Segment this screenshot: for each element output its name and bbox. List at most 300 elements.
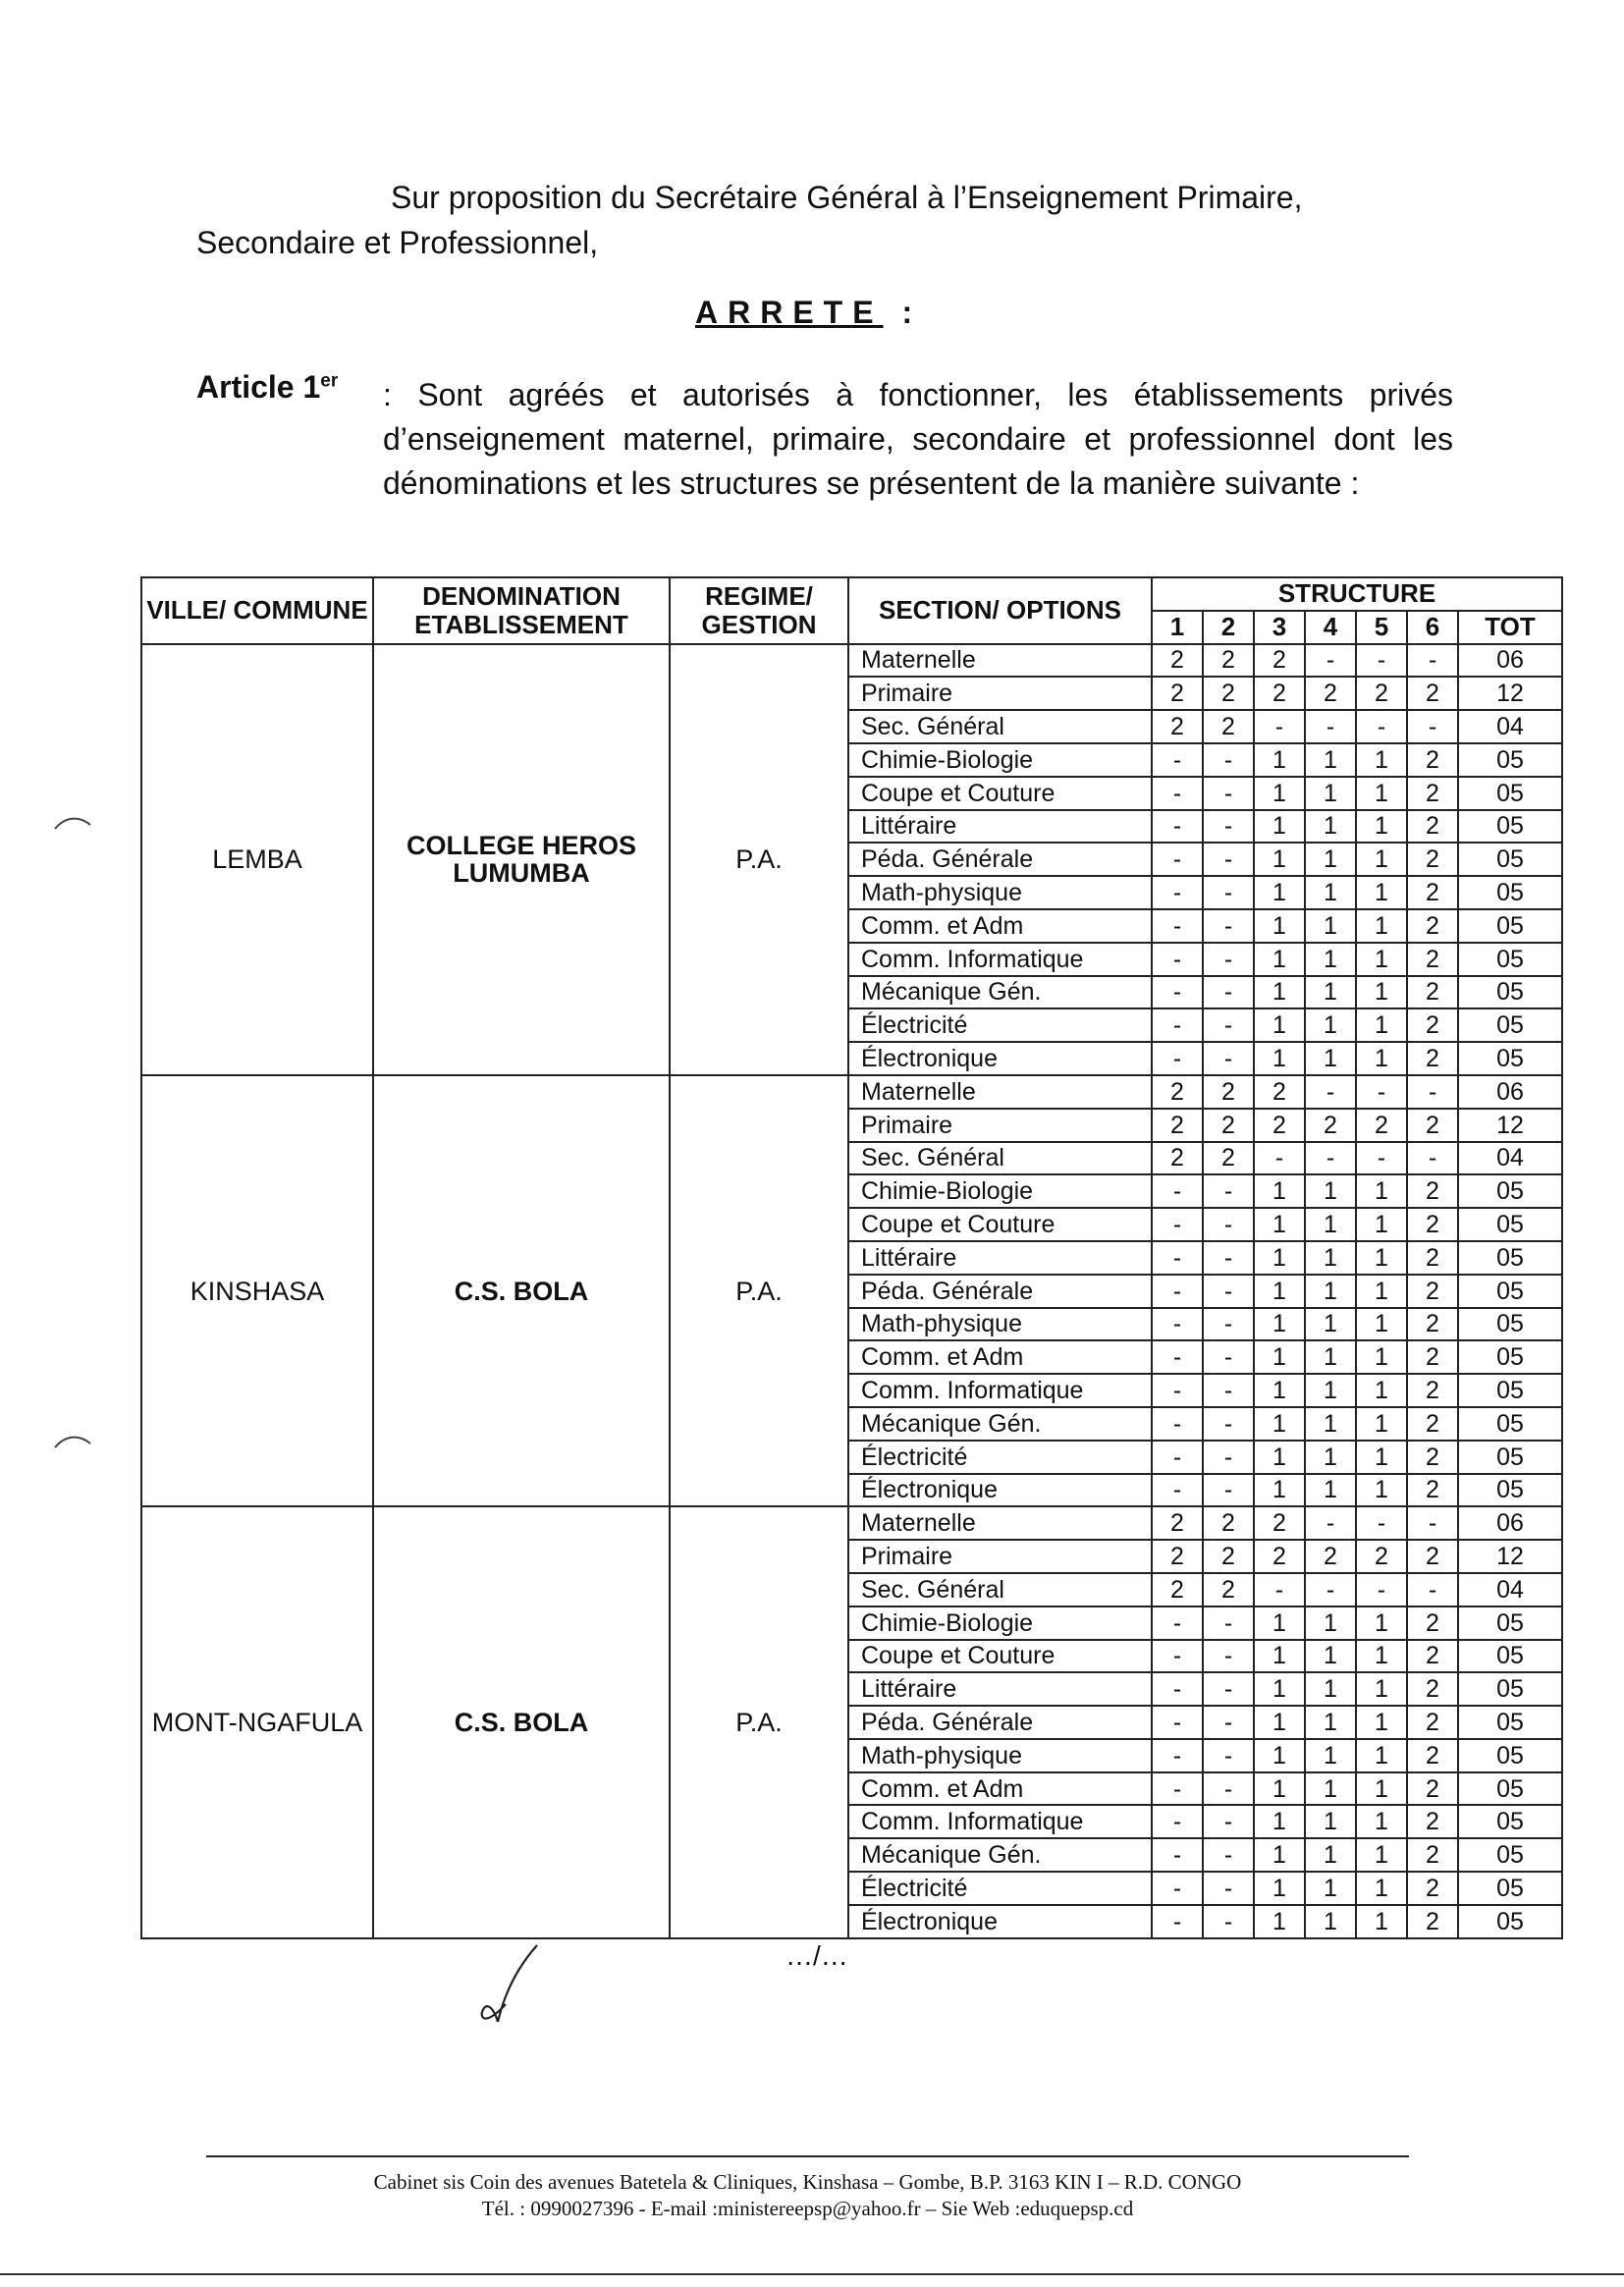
level-cell: -: [1203, 1606, 1254, 1640]
structure-table: [140, 576, 1563, 1939]
level-cell: -: [1152, 909, 1203, 943]
level-cell: 2: [1356, 1109, 1407, 1142]
table-row: [141, 644, 1562, 678]
level-cell: 1: [1254, 1474, 1305, 1507]
option-name: Sec. Général: [848, 1573, 1152, 1606]
level-cell: -: [1305, 1075, 1356, 1109]
total-cell: 05: [1458, 1706, 1562, 1739]
total-cell: 05: [1458, 876, 1562, 909]
continuation-mark: …/…: [785, 1940, 848, 1971]
level-cell: 1: [1254, 1772, 1305, 1806]
level-cell: -: [1152, 1805, 1203, 1838]
level-cell: -: [1152, 1640, 1203, 1673]
total-cell: 05: [1458, 909, 1562, 943]
footer-address: Cabinet sis Coin des avenues Batetela & Cliniques, Kinshasa – Gombe, B.P. 3163 KIN I – R.D. CONGO: [373, 2170, 1242, 2194]
total-cell: 05: [1458, 1241, 1562, 1275]
level-cell: 1: [1305, 777, 1356, 810]
group-regime: P.A.: [670, 644, 848, 1075]
level-cell: -: [1203, 1174, 1254, 1208]
level-cell: 1: [1305, 909, 1356, 943]
level-cell: 1: [1356, 876, 1407, 909]
level-cell: 1: [1356, 1042, 1407, 1075]
level-cell: 2: [1305, 1540, 1356, 1573]
level-cell: -: [1356, 1075, 1407, 1109]
level-cell: 1: [1356, 1374, 1407, 1407]
header-ville: VILLE/ COMMUNE: [141, 577, 373, 644]
option-name: Math-physique: [848, 1308, 1152, 1341]
level-cell: -: [1152, 1905, 1203, 1938]
level-cell: 2: [1407, 1905, 1458, 1938]
option-name: Comm. Informatique: [848, 1374, 1152, 1407]
footer-contact: Tél. : 0990027396 - E-mail :ministereepsp@yahoo.fr – Sie Web :eduquepsp.cd: [481, 2197, 1134, 2220]
level-cell: -: [1203, 777, 1254, 810]
total-cell: 12: [1458, 1540, 1562, 1573]
footer-rule: [206, 2155, 1409, 2157]
total-cell: 05: [1458, 1640, 1562, 1673]
level-cell: -: [1152, 1474, 1203, 1507]
level-cell: 2: [1407, 1772, 1458, 1806]
level-cell: 2: [1407, 677, 1458, 710]
level-cell: 1: [1356, 843, 1407, 876]
level-cell: -: [1203, 1672, 1254, 1706]
level-cell: -: [1203, 1905, 1254, 1938]
footer: [206, 2169, 1409, 2222]
level-cell: -: [1152, 1706, 1203, 1739]
level-cell: -: [1407, 710, 1458, 743]
level-cell: 1: [1254, 1838, 1305, 1872]
group-ville: KINSHASA: [141, 1075, 373, 1506]
level-cell: 1: [1356, 1772, 1407, 1806]
level-cell: -: [1356, 1506, 1407, 1540]
level-cell: 1: [1305, 1374, 1356, 1407]
level-cell: 1: [1254, 943, 1305, 976]
level-cell: 2: [1203, 1075, 1254, 1109]
level-cell: 1: [1305, 1640, 1356, 1673]
option-name: Littéraire: [848, 810, 1152, 844]
level-cell: 2: [1407, 943, 1458, 976]
total-cell: 05: [1458, 1672, 1562, 1706]
total-cell: 05: [1458, 1739, 1562, 1772]
option-name: Péda. Générale: [848, 843, 1152, 876]
level-cell: 1: [1254, 1042, 1305, 1075]
level-cell: -: [1305, 1573, 1356, 1606]
option-name: Primaire: [848, 1540, 1152, 1573]
level-cell: -: [1203, 1706, 1254, 1739]
level-cell: 1: [1356, 976, 1407, 1009]
total-cell: 05: [1458, 1008, 1562, 1042]
option-name: Électronique: [848, 1474, 1152, 1507]
level-cell: 2: [1407, 1706, 1458, 1739]
level-cell: -: [1152, 1275, 1203, 1308]
level-cell: 1: [1356, 810, 1407, 844]
level-cell: 2: [1305, 1109, 1356, 1142]
table-row: [141, 1075, 1562, 1109]
level-cell: -: [1203, 1441, 1254, 1474]
level-cell: 1: [1305, 943, 1356, 976]
level-cell: -: [1407, 1142, 1458, 1175]
level-cell: -: [1407, 1075, 1458, 1109]
option-name: Électricité: [848, 1872, 1152, 1905]
header-level: 5: [1356, 611, 1407, 644]
total-cell: 06: [1458, 1506, 1562, 1540]
total-cell: 05: [1458, 777, 1562, 810]
level-cell: -: [1203, 1374, 1254, 1407]
total-cell: 05: [1458, 1838, 1562, 1872]
total-cell: 04: [1458, 710, 1562, 743]
level-cell: 2: [1407, 1640, 1458, 1673]
level-cell: -: [1203, 843, 1254, 876]
level-cell: 1: [1356, 1275, 1407, 1308]
level-cell: 1: [1305, 1275, 1356, 1308]
article-text: : Sont agréés et autorisés à fonctionner, les établissements privés d’enseignement maternel, primaire, secondaire et professionnel dont les dénominations et les structures se présentent de la manière suivante :: [383, 377, 1453, 501]
level-cell: 1: [1254, 743, 1305, 777]
level-cell: 2: [1407, 1872, 1458, 1905]
level-cell: -: [1203, 1208, 1254, 1241]
total-cell: 05: [1458, 743, 1562, 777]
table-header-row: [141, 577, 1562, 611]
level-cell: 1: [1254, 1374, 1305, 1407]
level-cell: -: [1356, 710, 1407, 743]
option-name: Math-physique: [848, 1739, 1152, 1772]
article-label: [196, 369, 338, 406]
level-cell: 1: [1254, 1407, 1305, 1441]
level-cell: 1: [1356, 1805, 1407, 1838]
level-cell: -: [1305, 1506, 1356, 1540]
level-cell: -: [1203, 1340, 1254, 1374]
level-cell: 1: [1356, 1308, 1407, 1341]
group-denomination: COLLEGE HEROS LUMUMBA: [373, 644, 670, 1075]
level-cell: 1: [1356, 1706, 1407, 1739]
level-cell: -: [1203, 909, 1254, 943]
level-cell: 1: [1356, 1640, 1407, 1673]
level-cell: -: [1203, 876, 1254, 909]
level-cell: 1: [1356, 743, 1407, 777]
level-cell: -: [1152, 1872, 1203, 1905]
level-cell: -: [1152, 876, 1203, 909]
total-cell: 05: [1458, 1905, 1562, 1938]
level-cell: -: [1203, 1407, 1254, 1441]
margin-tick: [51, 813, 94, 833]
level-cell: -: [1152, 1407, 1203, 1441]
level-cell: -: [1152, 1340, 1203, 1374]
total-cell: 05: [1458, 1042, 1562, 1075]
signature-mark: [476, 1939, 545, 2028]
level-cell: 2: [1407, 1441, 1458, 1474]
level-cell: 2: [1356, 1540, 1407, 1573]
level-cell: -: [1203, 943, 1254, 976]
level-cell: 2: [1152, 1142, 1203, 1175]
level-cell: 2: [1407, 1540, 1458, 1573]
level-cell: 2: [1203, 1109, 1254, 1142]
total-cell: 04: [1458, 1142, 1562, 1175]
intro-paragraph: [196, 175, 1453, 265]
level-cell: 1: [1254, 843, 1305, 876]
level-cell: 2: [1407, 843, 1458, 876]
option-name: Électronique: [848, 1905, 1152, 1938]
level-cell: 1: [1254, 1241, 1305, 1275]
total-cell: 04: [1458, 1573, 1562, 1606]
level-cell: -: [1152, 810, 1203, 844]
level-cell: 2: [1254, 1540, 1305, 1573]
level-cell: 1: [1305, 1706, 1356, 1739]
level-cell: 1: [1305, 1308, 1356, 1341]
level-cell: 2: [1152, 1506, 1203, 1540]
level-cell: 1: [1254, 777, 1305, 810]
level-cell: 1: [1356, 1174, 1407, 1208]
level-cell: 1: [1356, 1872, 1407, 1905]
group-ville: MONT-NGAFULA: [141, 1506, 373, 1937]
level-cell: -: [1254, 1573, 1305, 1606]
level-cell: 2: [1407, 909, 1458, 943]
level-cell: -: [1203, 1042, 1254, 1075]
level-cell: -: [1203, 810, 1254, 844]
level-cell: 2: [1407, 1606, 1458, 1640]
group-regime: P.A.: [670, 1506, 848, 1937]
option-name: Chimie-Biologie: [848, 1174, 1152, 1208]
level-cell: 1: [1305, 876, 1356, 909]
level-cell: 1: [1305, 743, 1356, 777]
level-cell: 1: [1254, 1640, 1305, 1673]
level-cell: 1: [1254, 909, 1305, 943]
total-cell: 05: [1458, 1275, 1562, 1308]
option-name: Mécanique Gén.: [848, 976, 1152, 1009]
level-cell: 2: [1254, 1075, 1305, 1109]
level-cell: 2: [1407, 1208, 1458, 1241]
level-cell: 1: [1305, 1474, 1356, 1507]
option-name: Maternelle: [848, 1075, 1152, 1109]
level-cell: 1: [1254, 976, 1305, 1009]
level-cell: 1: [1254, 1706, 1305, 1739]
level-cell: -: [1203, 1308, 1254, 1341]
level-cell: -: [1203, 1838, 1254, 1872]
arrete-title: ARRETE: [695, 295, 884, 330]
level-cell: 2: [1407, 743, 1458, 777]
level-cell: 2: [1356, 677, 1407, 710]
level-cell: 1: [1356, 1008, 1407, 1042]
level-cell: 2: [1407, 1340, 1458, 1374]
total-cell: 05: [1458, 1872, 1562, 1905]
option-name: Primaire: [848, 1109, 1152, 1142]
level-cell: 1: [1254, 1905, 1305, 1938]
total-cell: 05: [1458, 1772, 1562, 1806]
arrete-heading: [695, 295, 922, 331]
header-level: 4: [1305, 611, 1356, 644]
level-cell: -: [1152, 1308, 1203, 1341]
total-cell: 05: [1458, 1208, 1562, 1241]
level-cell: 1: [1356, 1606, 1407, 1640]
option-name: Comm. et Adm: [848, 1772, 1152, 1806]
group-denomination: C.S. BOLA: [373, 1075, 670, 1506]
level-cell: 1: [1305, 1772, 1356, 1806]
option-name: Électronique: [848, 1042, 1152, 1075]
level-cell: -: [1152, 976, 1203, 1009]
total-cell: 05: [1458, 1407, 1562, 1441]
level-cell: 1: [1305, 1008, 1356, 1042]
level-cell: 1: [1356, 1208, 1407, 1241]
level-cell: 2: [1203, 1573, 1254, 1606]
option-name: Péda. Générale: [848, 1275, 1152, 1308]
header-regime: REGIME/ GESTION: [670, 577, 848, 644]
level-cell: 2: [1407, 976, 1458, 1009]
option-name: Comm. Informatique: [848, 943, 1152, 976]
total-cell: 05: [1458, 943, 1562, 976]
level-cell: 1: [1305, 843, 1356, 876]
group-ville: LEMBA: [141, 644, 373, 1075]
level-cell: 1: [1356, 1241, 1407, 1275]
level-cell: -: [1356, 644, 1407, 678]
level-cell: 1: [1305, 1340, 1356, 1374]
level-cell: 1: [1305, 976, 1356, 1009]
level-cell: 2: [1407, 1407, 1458, 1441]
level-cell: 1: [1356, 1474, 1407, 1507]
option-name: Coupe et Couture: [848, 1208, 1152, 1241]
level-cell: -: [1152, 1208, 1203, 1241]
intro-line-1: Sur proposition du Secrétaire Général à l’Enseignement Primaire,: [391, 180, 1303, 215]
level-cell: -: [1152, 1441, 1203, 1474]
level-cell: 2: [1407, 1739, 1458, 1772]
level-cell: -: [1203, 1805, 1254, 1838]
level-cell: 1: [1305, 1174, 1356, 1208]
level-cell: -: [1203, 1772, 1254, 1806]
article-label-sup: er: [320, 370, 339, 392]
header-level: 6: [1407, 611, 1458, 644]
option-name: Mécanique Gén.: [848, 1407, 1152, 1441]
total-cell: 12: [1458, 1109, 1562, 1142]
option-name: Math-physique: [848, 876, 1152, 909]
header-level: 2: [1203, 611, 1254, 644]
level-cell: -: [1152, 777, 1203, 810]
level-cell: 1: [1356, 1739, 1407, 1772]
level-cell: 2: [1152, 1109, 1203, 1142]
level-cell: 2: [1407, 876, 1458, 909]
option-name: Électricité: [848, 1008, 1152, 1042]
level-cell: 1: [1305, 1872, 1356, 1905]
level-cell: 2: [1152, 644, 1203, 678]
level-cell: -: [1407, 1506, 1458, 1540]
option-name: Primaire: [848, 677, 1152, 710]
level-cell: 1: [1305, 810, 1356, 844]
level-cell: 1: [1305, 1672, 1356, 1706]
level-cell: -: [1407, 644, 1458, 678]
level-cell: 2: [1203, 1506, 1254, 1540]
level-cell: 2: [1152, 1075, 1203, 1109]
level-cell: -: [1152, 1672, 1203, 1706]
level-cell: 1: [1305, 1838, 1356, 1872]
level-cell: 1: [1254, 1340, 1305, 1374]
level-cell: 2: [1152, 1573, 1203, 1606]
intro-line-2: Secondaire et Professionnel,: [196, 225, 599, 260]
level-cell: 1: [1254, 1174, 1305, 1208]
level-cell: 2: [1254, 1506, 1305, 1540]
level-cell: 2: [1407, 1042, 1458, 1075]
option-name: Maternelle: [848, 644, 1152, 678]
option-name: Mécanique Gén.: [848, 1838, 1152, 1872]
level-cell: 1: [1305, 1606, 1356, 1640]
level-cell: -: [1356, 1142, 1407, 1175]
level-cell: 1: [1356, 1441, 1407, 1474]
level-cell: -: [1305, 710, 1356, 743]
level-cell: -: [1152, 1606, 1203, 1640]
option-name: Comm. et Adm: [848, 909, 1152, 943]
option-name: Coupe et Couture: [848, 777, 1152, 810]
total-cell: 05: [1458, 1805, 1562, 1838]
level-cell: 2: [1407, 1308, 1458, 1341]
table-row: [141, 1506, 1562, 1540]
level-cell: -: [1407, 1573, 1458, 1606]
level-cell: 2: [1203, 710, 1254, 743]
level-cell: 1: [1305, 1805, 1356, 1838]
level-cell: 2: [1407, 1838, 1458, 1872]
option-name: Maternelle: [848, 1506, 1152, 1540]
level-cell: -: [1203, 1872, 1254, 1905]
level-cell: -: [1254, 710, 1305, 743]
level-cell: 2: [1407, 810, 1458, 844]
level-cell: 2: [1203, 1142, 1254, 1175]
article-label-text: Article 1: [196, 369, 321, 405]
level-cell: 1: [1254, 1872, 1305, 1905]
header-section: SECTION/ OPTIONS: [848, 577, 1152, 644]
level-cell: 1: [1254, 1805, 1305, 1838]
total-cell: 05: [1458, 1174, 1562, 1208]
level-cell: 1: [1254, 1606, 1305, 1640]
option-name: Chimie-Biologie: [848, 1606, 1152, 1640]
level-cell: 1: [1356, 909, 1407, 943]
level-cell: -: [1305, 644, 1356, 678]
level-cell: -: [1152, 743, 1203, 777]
header-level: 1: [1152, 611, 1203, 644]
option-name: Sec. Général: [848, 1142, 1152, 1175]
level-cell: -: [1203, 1008, 1254, 1042]
level-cell: 1: [1356, 1905, 1407, 1938]
level-cell: 1: [1356, 777, 1407, 810]
level-cell: 2: [1407, 1474, 1458, 1507]
level-cell: 1: [1356, 1672, 1407, 1706]
level-cell: 2: [1305, 677, 1356, 710]
option-name: Littéraire: [848, 1672, 1152, 1706]
level-cell: -: [1305, 1142, 1356, 1175]
level-cell: 2: [1254, 644, 1305, 678]
level-cell: 2: [1407, 777, 1458, 810]
total-cell: 05: [1458, 1606, 1562, 1640]
level-cell: 2: [1407, 1374, 1458, 1407]
total-cell: 05: [1458, 843, 1562, 876]
level-cell: 2: [1407, 1008, 1458, 1042]
total-cell: 05: [1458, 1340, 1562, 1374]
level-cell: 2: [1203, 644, 1254, 678]
level-cell: 1: [1254, 810, 1305, 844]
level-cell: 2: [1254, 677, 1305, 710]
level-cell: 2: [1407, 1805, 1458, 1838]
level-cell: 2: [1407, 1174, 1458, 1208]
option-name: Comm. et Adm: [848, 1340, 1152, 1374]
level-cell: -: [1203, 1640, 1254, 1673]
level-cell: 1: [1356, 1838, 1407, 1872]
level-cell: 1: [1305, 1208, 1356, 1241]
level-cell: -: [1356, 1573, 1407, 1606]
total-cell: 05: [1458, 1441, 1562, 1474]
level-cell: -: [1203, 1739, 1254, 1772]
level-cell: -: [1203, 1275, 1254, 1308]
option-name: Littéraire: [848, 1241, 1152, 1275]
arrete-colon: :: [901, 295, 923, 330]
level-cell: -: [1152, 1838, 1203, 1872]
level-cell: -: [1254, 1142, 1305, 1175]
level-cell: 2: [1152, 710, 1203, 743]
level-cell: 2: [1203, 1540, 1254, 1573]
level-cell: -: [1203, 1474, 1254, 1507]
level-cell: 2: [1407, 1672, 1458, 1706]
level-cell: 2: [1254, 1109, 1305, 1142]
